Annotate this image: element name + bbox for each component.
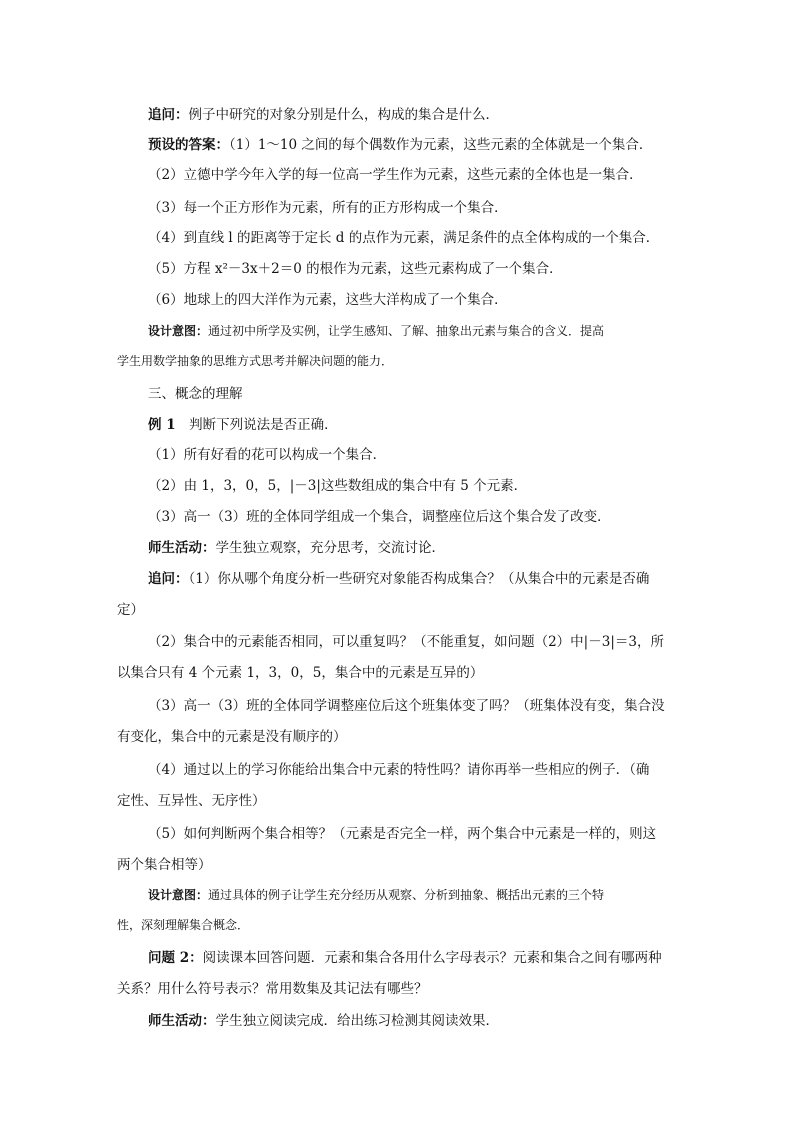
line-text: （6）地球上的四大洋作为元素，这些大洋构成了一个集合． [148, 292, 508, 308]
text-line [148, 166, 643, 184]
line-text: 通过具体的例子让学生充分经历从观察、分析到抽象、概括出元素的三个特 [208, 888, 605, 902]
line-text: （3）每一个正方形作为元素，所有的正方形构成一个集合． [148, 200, 508, 216]
line-label: 设计意图： [148, 888, 209, 902]
text-line [148, 416, 338, 434]
line-text: 以集合只有 4 个元素 1，3，0，5，集合中的元素是互异的） [117, 665, 484, 681]
line-text: 判断下列说法是否正确． [175, 417, 338, 433]
text-line [148, 697, 665, 715]
line-text: 三、概念的理解 [148, 386, 243, 402]
line-text: 定性、互异性、无序性） [117, 793, 266, 809]
line-text: （3）高一（3）班的全体同学调整座位后这个班集体变了吗？（班集体没有变，集合没 [148, 698, 665, 714]
line-label: 师生活动： [148, 1013, 216, 1029]
line-text: 两个集合相等） [117, 857, 212, 873]
text-line [148, 1012, 499, 1030]
text-line [148, 508, 611, 526]
line-text: 学生用数学抽象的思维方式思考并解决问题的能力． [117, 354, 394, 368]
text-line [117, 352, 393, 370]
line-label: 预设的答案： [148, 137, 229, 153]
text-line [148, 136, 652, 154]
line-text: 性，深刻理解集合概念． [117, 918, 250, 932]
line-label: 追问： [148, 107, 189, 123]
text-line [148, 322, 604, 340]
text-line [148, 825, 656, 843]
line-label: 设计意图： [148, 324, 209, 338]
line-text: 关系？用什么符号表示？常用数集及其记法有哪些？ [117, 981, 428, 997]
line-text: （2）立德中学今年入学的每一位高一学生作为元素，这些元素的全体也是一集合． [148, 167, 643, 183]
line-text: 通过初中所学及实例，让学生感知、了解、抽象出元素与集合的含义．提高 [208, 324, 605, 338]
text-line [148, 539, 445, 557]
text-line [117, 664, 483, 682]
line-text: （2）集合中的元素能否相同，可以重复吗？（不能重复，如问题（2）中|－3|＝3，所 [148, 634, 664, 650]
line-text: （4）到直线 l 的距离等于定长 d 的点作为元素，满足条件的点全体构成的一个集合． [148, 230, 660, 246]
text-line [148, 260, 563, 278]
text-line [148, 229, 659, 247]
line-text: （1）你从哪个角度分析一些研究对象能否构成集合？（从集合中的元素是否确 [188, 571, 650, 587]
line-text: （2）由 1，3，0，5，|－3|这些数组成的集合中有 5 个元素． [148, 478, 528, 494]
line-label: 师生活动： [148, 540, 216, 556]
text-line [148, 291, 508, 309]
line-text: 定） [117, 602, 144, 618]
text-line [117, 916, 249, 934]
line-text: （3）高一（3）班的全体同学组成一个集合，调整座位后这个集合发了改变． [148, 509, 611, 525]
text-line [148, 199, 508, 217]
line-label: 例 1 [148, 417, 176, 433]
text-line [148, 633, 664, 651]
text-line [148, 949, 662, 967]
line-text: 阅读课本回答问题．元素和集合各用什么字母表示？元素和集合之间有哪两种 [202, 950, 662, 966]
text-line [148, 761, 649, 779]
line-text: 学生独立观察，充分思考，交流讨论． [215, 540, 445, 556]
text-line [148, 570, 649, 588]
line-text: （5）方程 x²－3x＋2＝0 的根作为元素，这些元素构成了一个集合． [148, 261, 563, 277]
text-line [148, 446, 386, 464]
text-line [148, 106, 499, 124]
text-line [148, 886, 604, 904]
line-label: 追问： [148, 571, 189, 587]
line-text: 例子中研究的对象分别是什么，构成的集合是什么． [188, 107, 499, 123]
line-text: （4）通过以上的学习你能给出集合中元素的特性吗？请你再举一些相应的例子．（确 [148, 762, 650, 778]
text-line [117, 980, 428, 998]
line-label: 问题 2： [148, 950, 203, 966]
line-text: 有变化，集合中的元素是没有顺序的） [117, 729, 347, 745]
line-text: （1）所有好看的花可以构成一个集合． [148, 447, 387, 463]
line-text: （5）如何判断两个集合相等？（元素是否完全一样，两个集合中元素是一样的，则这 [148, 826, 657, 842]
text-line [148, 477, 527, 495]
text-line [117, 856, 212, 874]
text-line [117, 792, 266, 810]
line-text: （1）1～10 之间的每个偶数作为元素，这些元素的全体就是一个集合． [229, 137, 653, 153]
text-line [148, 385, 243, 403]
text-line [117, 601, 144, 619]
line-text: 学生独立阅读完成．给出练习检测其阅读效果． [215, 1013, 499, 1029]
text-line [117, 728, 347, 746]
